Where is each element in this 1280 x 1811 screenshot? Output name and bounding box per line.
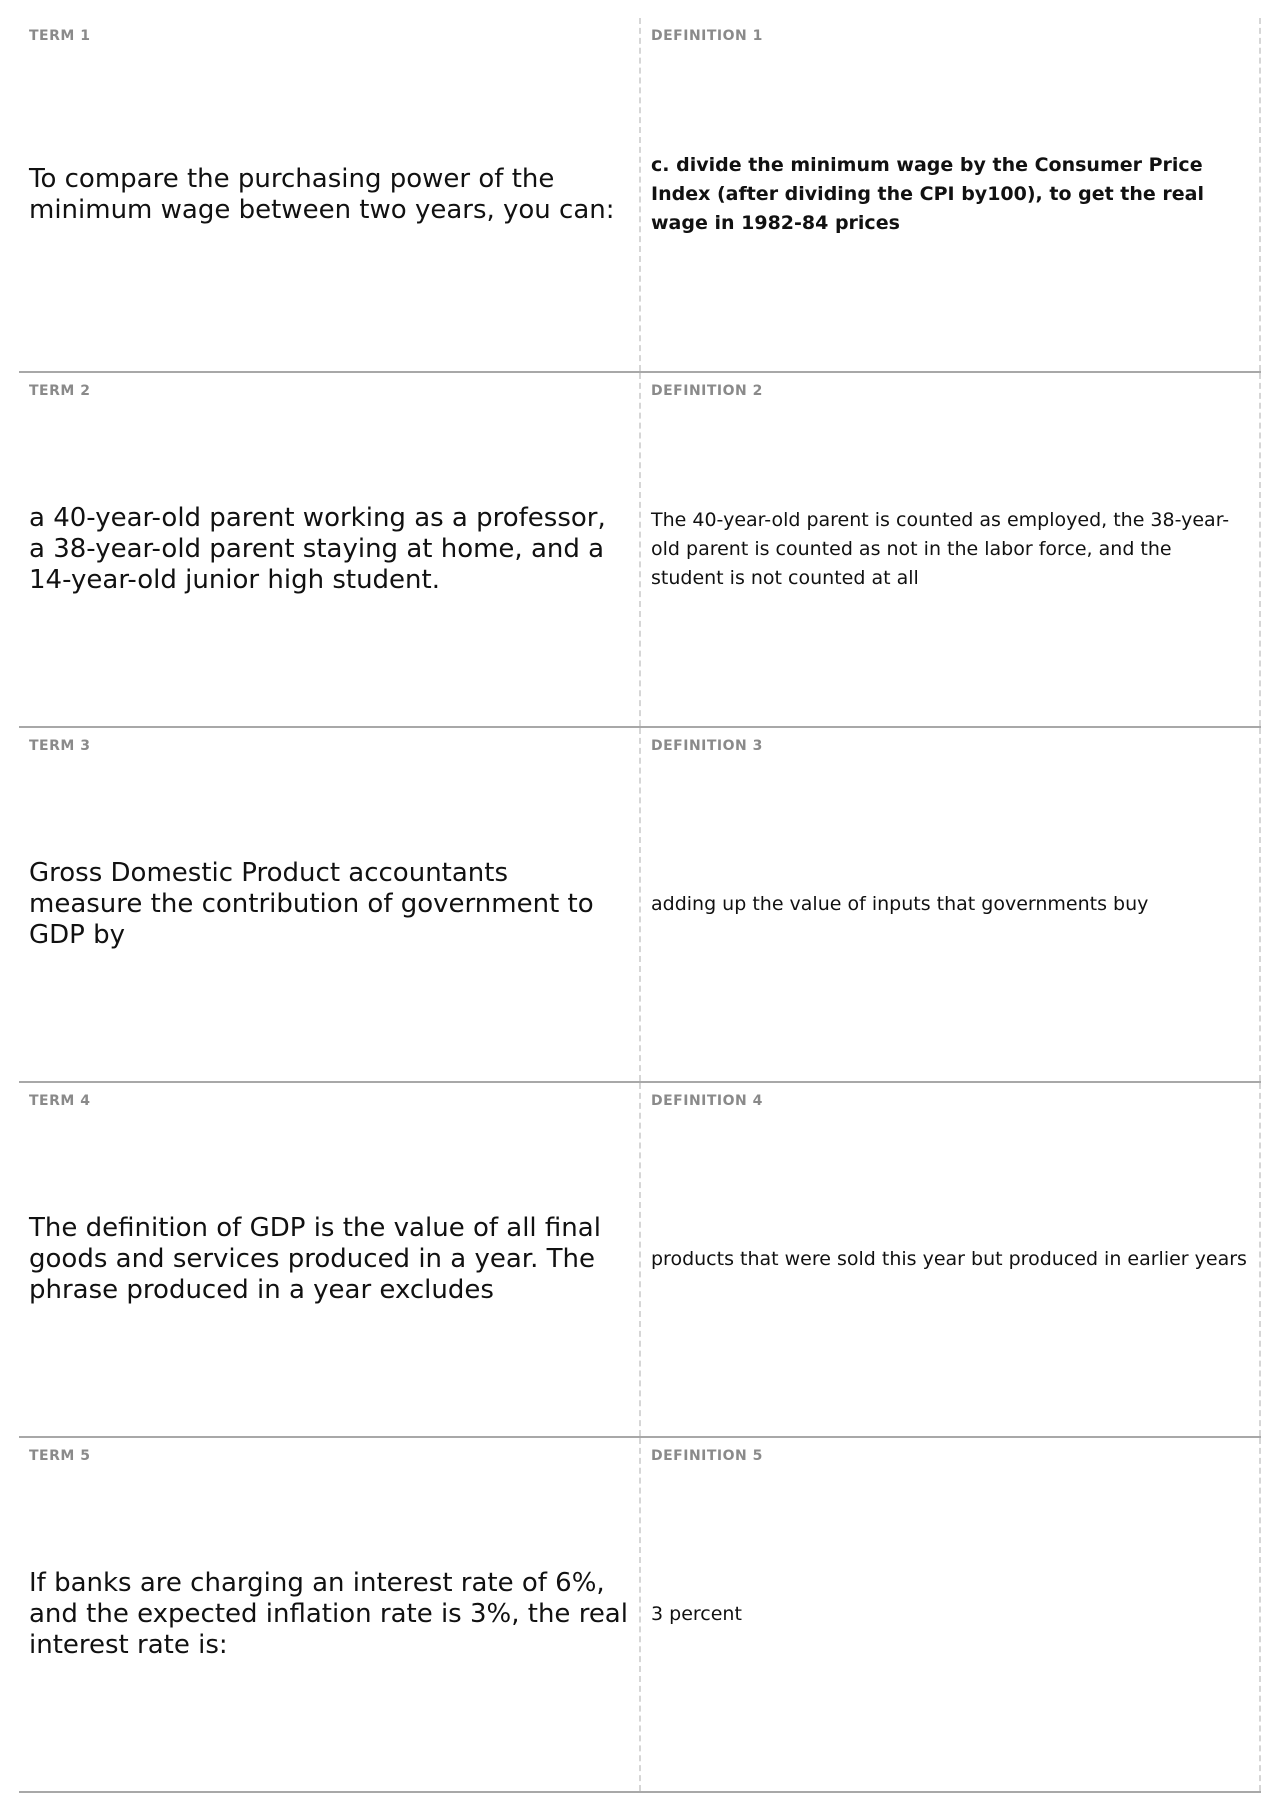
term-cell-4 [19,1083,641,1436]
term-text: To compare the purchasing power of the minimum wage between two years, you can: [29,163,615,225]
definition-content [651,728,1249,1081]
flashcard-sheet [19,18,1261,1793]
card-row-1 [19,18,1261,373]
term-content [29,1083,629,1436]
term-text: If banks are charging an interest rate of 6%, and the expected inflation rate is 3%, the real interest rate is: [29,1568,628,1660]
card-row-4 [19,1083,1261,1438]
definition-label: DEFINITION 4 [651,1093,763,1109]
term-text: Gross Domestic Product accountants measure the contribution of government to GDP by [29,858,594,950]
definition-content [651,373,1249,726]
term-content [29,18,629,371]
definition-content [651,18,1249,371]
definition-content [651,1438,1249,1791]
definition-cell-1 [641,18,1261,371]
term-content [29,1438,629,1791]
term-cell-1 [19,18,641,371]
definition-cell-5 [641,1438,1261,1791]
term-label: TERM 4 [29,1093,91,1109]
card-row-5 [19,1438,1261,1793]
term-cell-5 [19,1438,641,1791]
definition-text: The 40-year-old parent is counted as employed, the 38-year-old parent is counted as not in the labor force, and the student is not counted at all [651,509,1230,589]
term-content [29,373,629,726]
definition-label: DEFINITION 3 [651,738,763,754]
definition-content [651,1083,1249,1436]
definition-text: adding up the value of inputs that governments buy [651,893,1149,915]
definition-cell-2 [641,373,1261,726]
term-text: The definition of GDP is the value of all final goods and services produced in a year. The phrase produced in a year excludes [29,1213,601,1305]
card-row-2 [19,373,1261,728]
definition-label: DEFINITION 2 [651,383,763,399]
card-row-3 [19,728,1261,1083]
term-cell-2 [19,373,641,726]
term-label: TERM 5 [29,1448,91,1464]
term-label: TERM 3 [29,738,91,754]
definition-text: 3 percent [651,1603,742,1625]
definition-label: DEFINITION 1 [651,28,763,44]
term-cell-3 [19,728,641,1081]
term-label: TERM 2 [29,383,91,399]
term-content [29,728,629,1081]
definition-text: c. divide the minimum wage by the Consumer Price Index (after dividing the CPI by100), to get the real wage in 1982-84 prices [651,154,1205,234]
definition-cell-4 [641,1083,1261,1436]
term-text: a 40-year-old parent working as a professor, a 38-year-old parent staying at home, and a 14-year-old junior high student. [29,503,606,595]
definition-label: DEFINITION 5 [651,1448,763,1464]
definition-cell-3 [641,728,1261,1081]
term-label: TERM 1 [29,28,91,44]
definition-text: products that were sold this year but produced in earlier years [651,1248,1247,1270]
